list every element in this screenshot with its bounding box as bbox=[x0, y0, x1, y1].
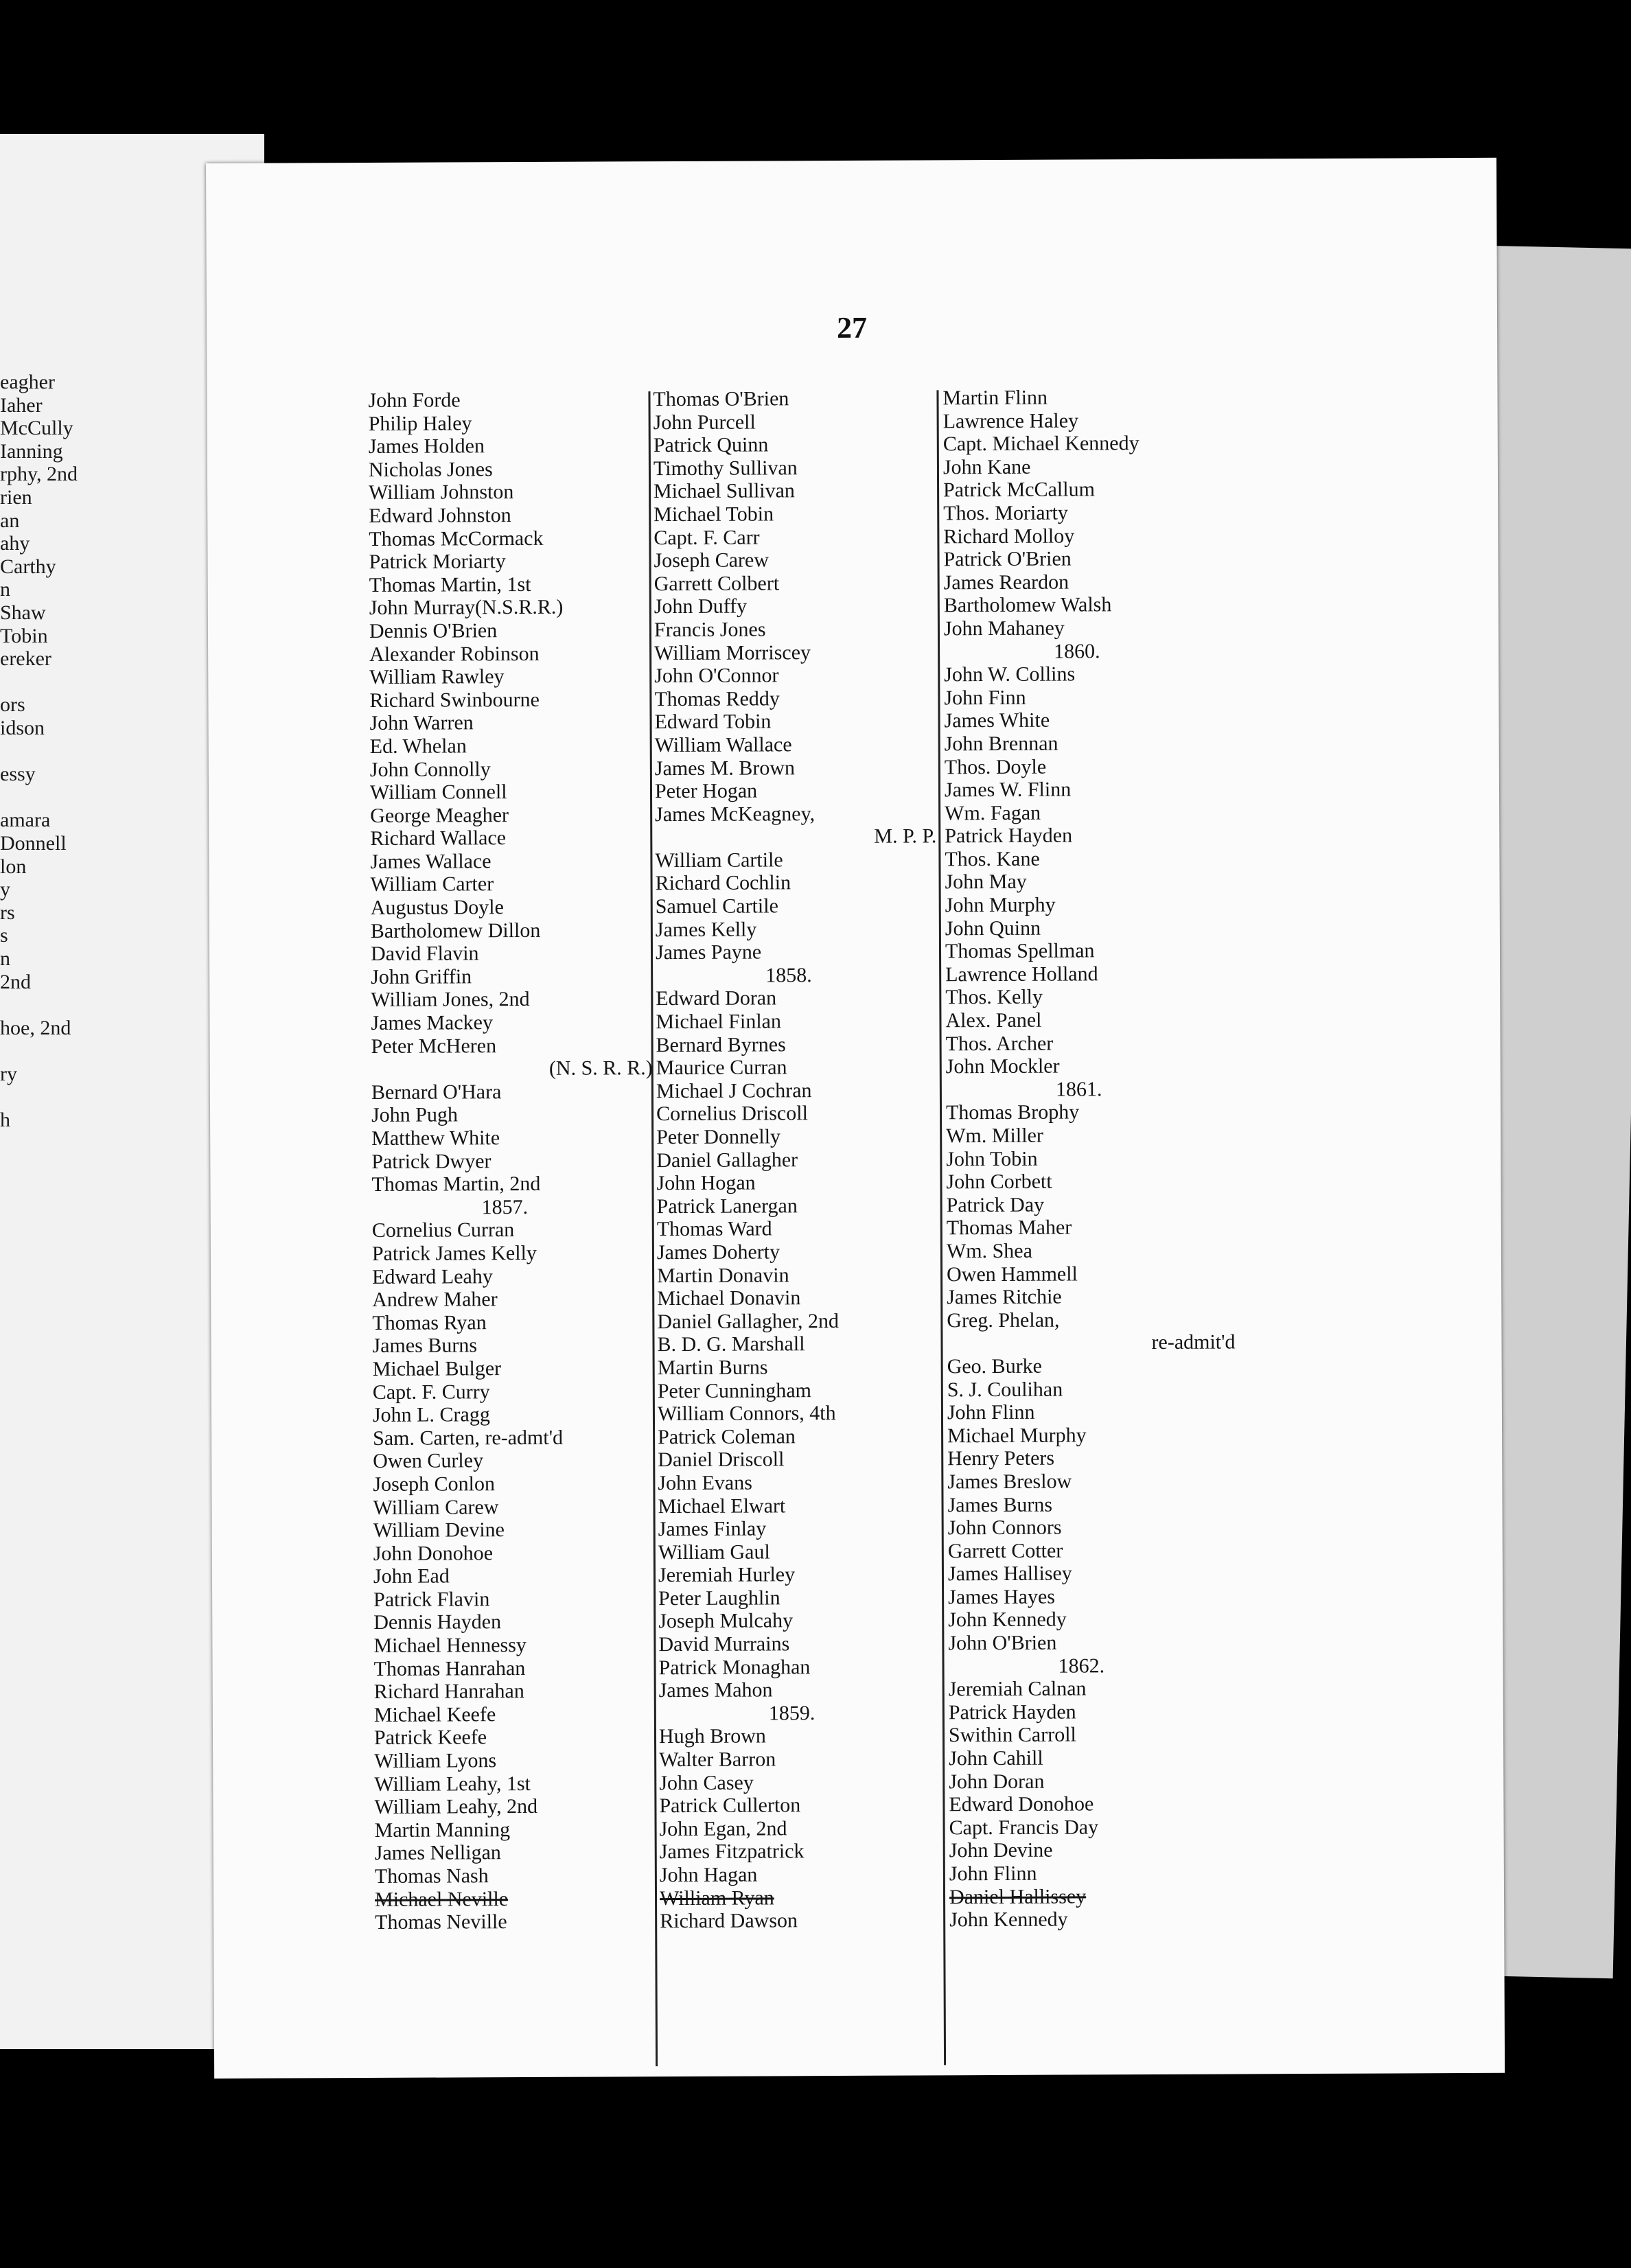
name-entry: Philip Haley bbox=[368, 411, 472, 435]
previous-page-fragment: n bbox=[0, 578, 10, 601]
name-entry: Thomas Martin, 1st bbox=[369, 572, 531, 597]
name-entry: Swithin Carroll bbox=[948, 1723, 1076, 1747]
previous-page-fragment: rs bbox=[0, 901, 15, 924]
name-entry: Thos. Kelly bbox=[945, 986, 1043, 1009]
name-entry: Patrick O'Brien bbox=[943, 547, 1072, 571]
name-entry: Augustus Doyle bbox=[370, 896, 504, 920]
name-entry: Thos. Kane bbox=[945, 847, 1040, 871]
name-entry: Daniel Hallissey bbox=[949, 1885, 1087, 1908]
name-entry: John L. Cragg bbox=[372, 1403, 490, 1427]
name-entry: William Morriscey bbox=[654, 640, 811, 664]
previous-page-fragment: Donnell bbox=[0, 832, 67, 855]
previous-page-fragment: h bbox=[0, 1109, 10, 1132]
year-heading: 1860. bbox=[1054, 639, 1100, 663]
name-entry: John Murray(N.S.R.R.) bbox=[369, 596, 564, 620]
name-entry: Daniel Gallagher bbox=[656, 1148, 798, 1172]
name-entry: James Mahon bbox=[658, 1678, 773, 1702]
previous-page-fragment: y bbox=[0, 878, 10, 901]
name-entry: Samuel Cartile bbox=[655, 894, 778, 918]
name-entry: Owen Curley bbox=[373, 1449, 484, 1473]
name-entry: James Breslow bbox=[947, 1470, 1072, 1494]
name-entry: Michael Hennessy bbox=[373, 1634, 527, 1658]
name-entry: Alexander Robinson bbox=[369, 642, 540, 666]
name-entry: Thomas Hanrahan bbox=[373, 1656, 526, 1680]
name-entry: Michael Bulger bbox=[372, 1357, 502, 1380]
name-entry: Wm. Fagan bbox=[945, 801, 1041, 825]
name-entry: M. P. P. bbox=[874, 824, 937, 848]
name-entry: James White bbox=[944, 708, 1050, 732]
name-entry: Thos. Archer bbox=[945, 1032, 1054, 1055]
name-entry: Daniel Gallagher, 2nd bbox=[657, 1309, 839, 1333]
name-entry: William Gaul bbox=[658, 1540, 770, 1564]
name-entry: John Warren bbox=[369, 711, 474, 735]
previous-page-fragment: lon bbox=[0, 855, 27, 878]
name-entry: Thomas O'Brien bbox=[653, 387, 789, 411]
name-entry: Jeremiah Calnan bbox=[948, 1677, 1087, 1701]
name-entry: Patrick Quinn bbox=[653, 433, 769, 457]
name-entry: re-admit'd bbox=[1151, 1330, 1236, 1354]
name-entry: Michael Sullivan bbox=[653, 479, 795, 503]
name-entry: S. J. Coulihan bbox=[947, 1378, 1063, 1401]
name-entry: John Forde bbox=[368, 389, 461, 412]
name-entry: Bernard O'Hara bbox=[371, 1080, 502, 1104]
name-column-3 bbox=[942, 385, 1245, 1932]
name-entry: Capt. F. Curry bbox=[372, 1380, 490, 1404]
name-entry: Ed. Whelan bbox=[369, 734, 467, 758]
name-entry: James M. Brown bbox=[654, 756, 796, 780]
name-entry: Martin Manning bbox=[374, 1818, 511, 1842]
name-entry: James Burns bbox=[947, 1493, 1053, 1516]
year-heading: 1857. bbox=[481, 1195, 529, 1219]
name-entry: John Corbett bbox=[946, 1170, 1052, 1194]
previous-page-fragment: ry bbox=[0, 1063, 17, 1085]
name-entry: William Connors, 4th bbox=[657, 1402, 836, 1426]
previous-page-fragment: ahy bbox=[0, 532, 30, 555]
name-entry: Peter Laughlin bbox=[658, 1586, 780, 1610]
name-entry: Dennis O'Brien bbox=[369, 619, 498, 643]
previous-page-fragment: 2nd bbox=[0, 970, 31, 993]
name-entry: John Egan, 2nd bbox=[659, 1817, 787, 1840]
name-entry: William Leahy, 2nd bbox=[374, 1795, 538, 1819]
name-entry: John O'Connor bbox=[654, 664, 779, 688]
name-entry: Peter Cunningham bbox=[657, 1378, 812, 1402]
name-entry: Michael Elwart bbox=[658, 1494, 786, 1518]
name-entry: John Hogan bbox=[656, 1171, 756, 1195]
name-entry: Martin Flinn bbox=[942, 386, 1048, 410]
previous-page-fragment: Carthy bbox=[0, 555, 56, 578]
name-entry: Patrick McCallum bbox=[943, 478, 1095, 502]
name-entry: Joseph Conlon bbox=[373, 1472, 495, 1496]
name-entry: Joseph Carew bbox=[653, 548, 770, 572]
name-column-1 bbox=[368, 388, 663, 1934]
name-entry: Greg. Phelan, bbox=[947, 1308, 1060, 1332]
name-entry: John Doran bbox=[949, 1770, 1045, 1793]
previous-page-fragment: Iaher bbox=[0, 393, 43, 417]
previous-page-fragment: an bbox=[0, 509, 20, 532]
name-entry: Edward Doran bbox=[656, 986, 777, 1010]
previous-page-fragment: s bbox=[0, 924, 8, 947]
name-entry: Andrew Maher bbox=[372, 1288, 498, 1312]
name-entry: John Murphy bbox=[945, 893, 1056, 917]
name-entry: William Devine bbox=[373, 1518, 505, 1542]
name-entry: John Flinn bbox=[947, 1400, 1035, 1424]
name-entry: Capt. F. Carr bbox=[653, 526, 760, 549]
name-entry: Patrick Day bbox=[946, 1193, 1045, 1217]
previous-page-fragment: idson bbox=[0, 717, 45, 739]
name-entry: John Hagan bbox=[659, 1863, 758, 1887]
name-entry: B. D. G. Marshall bbox=[657, 1332, 805, 1356]
name-entry: John O'Brien bbox=[948, 1631, 1057, 1655]
name-entry: Michael Neville bbox=[374, 1887, 509, 1911]
name-entry: Lawrence Haley bbox=[942, 409, 1079, 432]
name-entry: John W. Collins bbox=[944, 662, 1076, 686]
previous-page-fragment: hoe, 2nd bbox=[0, 1016, 71, 1039]
name-entry: David Flavin bbox=[370, 942, 479, 966]
previous-page-fragment: eagher bbox=[0, 371, 55, 393]
name-entry: Patrick Flavin bbox=[373, 1588, 490, 1611]
name-entry: James Holden bbox=[368, 435, 485, 459]
year-heading: 1858. bbox=[765, 964, 812, 987]
name-entry: John Kennedy bbox=[949, 1908, 1068, 1932]
previous-page-fragment: amara bbox=[0, 809, 51, 832]
name-entry: Garrett Colbert bbox=[653, 572, 780, 595]
name-entry: James Wallace bbox=[370, 850, 491, 873]
name-entry: John Quinn bbox=[945, 916, 1041, 940]
name-entry: Maurice Curran bbox=[656, 1056, 787, 1080]
name-entry: John Evans bbox=[658, 1471, 752, 1495]
name-entry: Timothy Sullivan bbox=[653, 456, 798, 480]
name-entry: Wm. Miller bbox=[946, 1124, 1043, 1148]
name-entry: John Casey bbox=[659, 1771, 754, 1794]
name-entry: Patrick Hayden bbox=[948, 1700, 1076, 1724]
name-entry: John Griffin bbox=[371, 965, 472, 988]
name-entry: Edward Donohoe bbox=[949, 1792, 1094, 1816]
name-entry: Patrick Hayden bbox=[945, 824, 1073, 848]
name-entry: John Mahaney bbox=[943, 616, 1065, 640]
name-entry: Francis Jones bbox=[653, 618, 766, 642]
name-entry: Peter Hogan bbox=[654, 779, 758, 803]
name-entry: Peter McHeren bbox=[371, 1034, 497, 1058]
previous-page-fragment: rien bbox=[0, 486, 32, 509]
name-entry: Bartholomew Dillon bbox=[370, 918, 541, 942]
name-entry: James Kelly bbox=[655, 918, 757, 941]
name-entry: James Fitzpatrick bbox=[659, 1840, 805, 1864]
name-entry: Thomas Ryan bbox=[372, 1310, 487, 1334]
name-entry: Nicholas Jones bbox=[368, 457, 493, 481]
previous-page-fragment: ereker bbox=[0, 647, 51, 671]
name-entry: Richard Dawson bbox=[660, 1909, 798, 1933]
name-entry: Dennis Hayden bbox=[373, 1610, 502, 1634]
name-entry: Richard Cochlin bbox=[655, 871, 791, 895]
name-entry: William Carew bbox=[373, 1495, 499, 1519]
name-entry: Jeremiah Hurley bbox=[658, 1563, 796, 1587]
name-entry: Thomas Maher bbox=[946, 1216, 1072, 1240]
name-entry: Michael Finlan bbox=[656, 1010, 782, 1034]
name-entry: Peter Donnelly bbox=[656, 1125, 781, 1149]
name-entry: Richard Swinbourne bbox=[369, 688, 540, 712]
name-entry: James Finlay bbox=[658, 1517, 767, 1541]
name-entry: John Duffy bbox=[653, 594, 748, 618]
name-entry: John Brennan bbox=[944, 732, 1059, 756]
name-entry: James Mackey bbox=[371, 1011, 493, 1034]
name-entry: John Flinn bbox=[949, 1862, 1037, 1886]
previous-page-fragment: Ianning bbox=[0, 439, 63, 463]
name-entry: William Lyons bbox=[374, 1749, 497, 1772]
name-entry: John Tobin bbox=[946, 1147, 1038, 1170]
name-entry: Patrick Cullerton bbox=[659, 1794, 801, 1818]
name-entry: Thomas Reddy bbox=[654, 687, 780, 710]
year-heading: 1861. bbox=[1055, 1078, 1102, 1101]
name-entry: John Kennedy bbox=[948, 1608, 1067, 1632]
name-entry: Patrick Moriarty bbox=[369, 550, 506, 574]
name-entry: James Nelligan bbox=[374, 1841, 501, 1865]
name-entry: James Reardon bbox=[943, 570, 1069, 594]
name-entry: John Pugh bbox=[371, 1103, 458, 1127]
name-entry: Capt. Michael Kennedy bbox=[942, 432, 1140, 456]
name-entry: Sam. Carten, re-admt'd bbox=[373, 1426, 564, 1450]
name-entry: Michael Keefe bbox=[373, 1703, 496, 1726]
name-entry: Henry Peters bbox=[947, 1446, 1055, 1470]
name-entry: Richard Wallace bbox=[370, 826, 507, 850]
name-entry: Richard Hanrahan bbox=[373, 1680, 524, 1704]
name-entry: Patrick Dwyer bbox=[371, 1149, 491, 1173]
previous-page-fragment: rphy, 2nd bbox=[0, 463, 78, 486]
name-entry: James Doherty bbox=[656, 1240, 780, 1264]
name-entry: Thomas McCormack bbox=[369, 526, 544, 551]
name-entry: Alex. Panel bbox=[945, 1008, 1042, 1032]
name-entry: James Payne bbox=[655, 940, 762, 964]
previous-page-fragment: n bbox=[0, 947, 10, 970]
name-entry: William Connell bbox=[369, 780, 507, 805]
name-entry: Joseph Mulcahy bbox=[658, 1609, 794, 1633]
name-entry: Thomas Brophy bbox=[945, 1100, 1080, 1124]
name-entry: Garrett Cotter bbox=[947, 1539, 1063, 1562]
name-entry: Owen Hammell bbox=[946, 1262, 1078, 1286]
name-entry: Martin Donavin bbox=[657, 1263, 789, 1287]
name-entry: Cornelius Driscoll bbox=[656, 1102, 808, 1126]
name-entry: Walter Barron bbox=[659, 1748, 776, 1772]
name-entry: Patrick James Kelly bbox=[371, 1241, 537, 1265]
name-entry: James Hayes bbox=[948, 1585, 1055, 1609]
document-page bbox=[206, 158, 1505, 2079]
name-entry: Edward Johnston bbox=[369, 504, 511, 527]
name-entry: Thomas Martin, 2nd bbox=[371, 1172, 541, 1196]
name-entry: John Mockler bbox=[945, 1054, 1060, 1078]
name-entry: Geo. Burke bbox=[947, 1354, 1043, 1378]
name-entry: William Wallace bbox=[654, 733, 792, 757]
name-entry: Hugh Brown bbox=[658, 1724, 766, 1748]
name-entry: Richard Molloy bbox=[943, 524, 1075, 548]
name-entry: Patrick Monaghan bbox=[658, 1655, 811, 1679]
name-entry: John Finn bbox=[944, 686, 1026, 710]
name-entry: (N. S. R. R.) bbox=[548, 1056, 653, 1080]
name-entry: William Cartile bbox=[655, 848, 783, 872]
name-entry: Michael Tobin bbox=[653, 502, 774, 526]
name-entry: Thomas Neville bbox=[375, 1910, 507, 1934]
name-entry: James McKeagney, bbox=[655, 802, 816, 826]
previous-page-fragment: McCully bbox=[0, 417, 73, 440]
name-entry: Patrick Keefe bbox=[373, 1726, 487, 1750]
previous-page-fragment: Shaw bbox=[0, 601, 46, 624]
name-entry: Thos. Moriarty bbox=[943, 501, 1068, 525]
name-entry: Michael Murphy bbox=[947, 1424, 1087, 1448]
page-number: 27 bbox=[836, 310, 868, 345]
name-entry: Thomas Spellman bbox=[945, 939, 1095, 963]
name-entry: Cornelius Curran bbox=[371, 1218, 515, 1242]
name-entry: John Connolly bbox=[369, 757, 491, 781]
name-entry: Edward Leahy bbox=[372, 1264, 493, 1288]
previous-page-fragment: essy bbox=[0, 763, 36, 786]
name-entry: James Hallisey bbox=[947, 1562, 1072, 1586]
name-column-2 bbox=[653, 386, 948, 1933]
name-entry: William Johnston bbox=[369, 481, 514, 505]
name-entry: Patrick Coleman bbox=[658, 1424, 796, 1448]
name-entry: Martin Burns bbox=[657, 1356, 768, 1380]
name-entry: David Murrains bbox=[658, 1632, 790, 1656]
name-entry: Thomas Nash bbox=[374, 1864, 489, 1888]
name-entry: John Kane bbox=[942, 455, 1031, 479]
name-entry: Capt. Francis Day bbox=[949, 1816, 1099, 1840]
name-entry: John Cahill bbox=[949, 1746, 1043, 1770]
previous-page-fragment: ors bbox=[0, 693, 25, 717]
previous-page-fragment: Tobin bbox=[0, 624, 48, 647]
name-entry: William Ryan bbox=[659, 1886, 774, 1910]
name-entry: Edward Tobin bbox=[654, 710, 772, 734]
name-entry: James W. Flinn bbox=[944, 778, 1072, 802]
name-entry: Bernard Byrnes bbox=[656, 1032, 786, 1056]
name-entry: William Leahy, 1st bbox=[374, 1772, 531, 1796]
name-entry: George Meagher bbox=[370, 803, 509, 827]
name-entry: John Connors bbox=[947, 1516, 1062, 1540]
name-entry: William Rawley bbox=[369, 665, 505, 689]
name-entry: John Donohoe bbox=[373, 1541, 494, 1565]
name-entry: Thos. Doyle bbox=[944, 755, 1047, 778]
name-entry: James Ritchie bbox=[947, 1285, 1062, 1309]
name-entry: Wm. Shea bbox=[946, 1239, 1032, 1263]
name-entry: James Burns bbox=[372, 1334, 478, 1358]
name-entry: William Carter bbox=[370, 872, 494, 896]
name-entry: Thomas Ward bbox=[656, 1217, 772, 1241]
name-entry: William Jones, 2nd bbox=[371, 988, 530, 1012]
name-entry: Michael Donavin bbox=[657, 1286, 801, 1310]
name-entry: Patrick Lanergan bbox=[656, 1194, 798, 1218]
name-entry: Bartholomew Walsh bbox=[943, 593, 1112, 617]
name-entry: Lawrence Holland bbox=[945, 962, 1098, 986]
name-entry: Michael J Cochran bbox=[656, 1078, 812, 1102]
name-entry: John Purcell bbox=[653, 410, 756, 434]
name-entry: Matthew White bbox=[371, 1126, 500, 1150]
year-heading: 1859. bbox=[768, 1701, 816, 1725]
name-entry: John May bbox=[945, 870, 1027, 894]
year-heading: 1862. bbox=[1058, 1654, 1105, 1678]
name-entry: John Devine bbox=[949, 1839, 1053, 1862]
name-entry: Daniel Driscoll bbox=[658, 1448, 785, 1472]
name-entry: John Ead bbox=[373, 1564, 450, 1588]
